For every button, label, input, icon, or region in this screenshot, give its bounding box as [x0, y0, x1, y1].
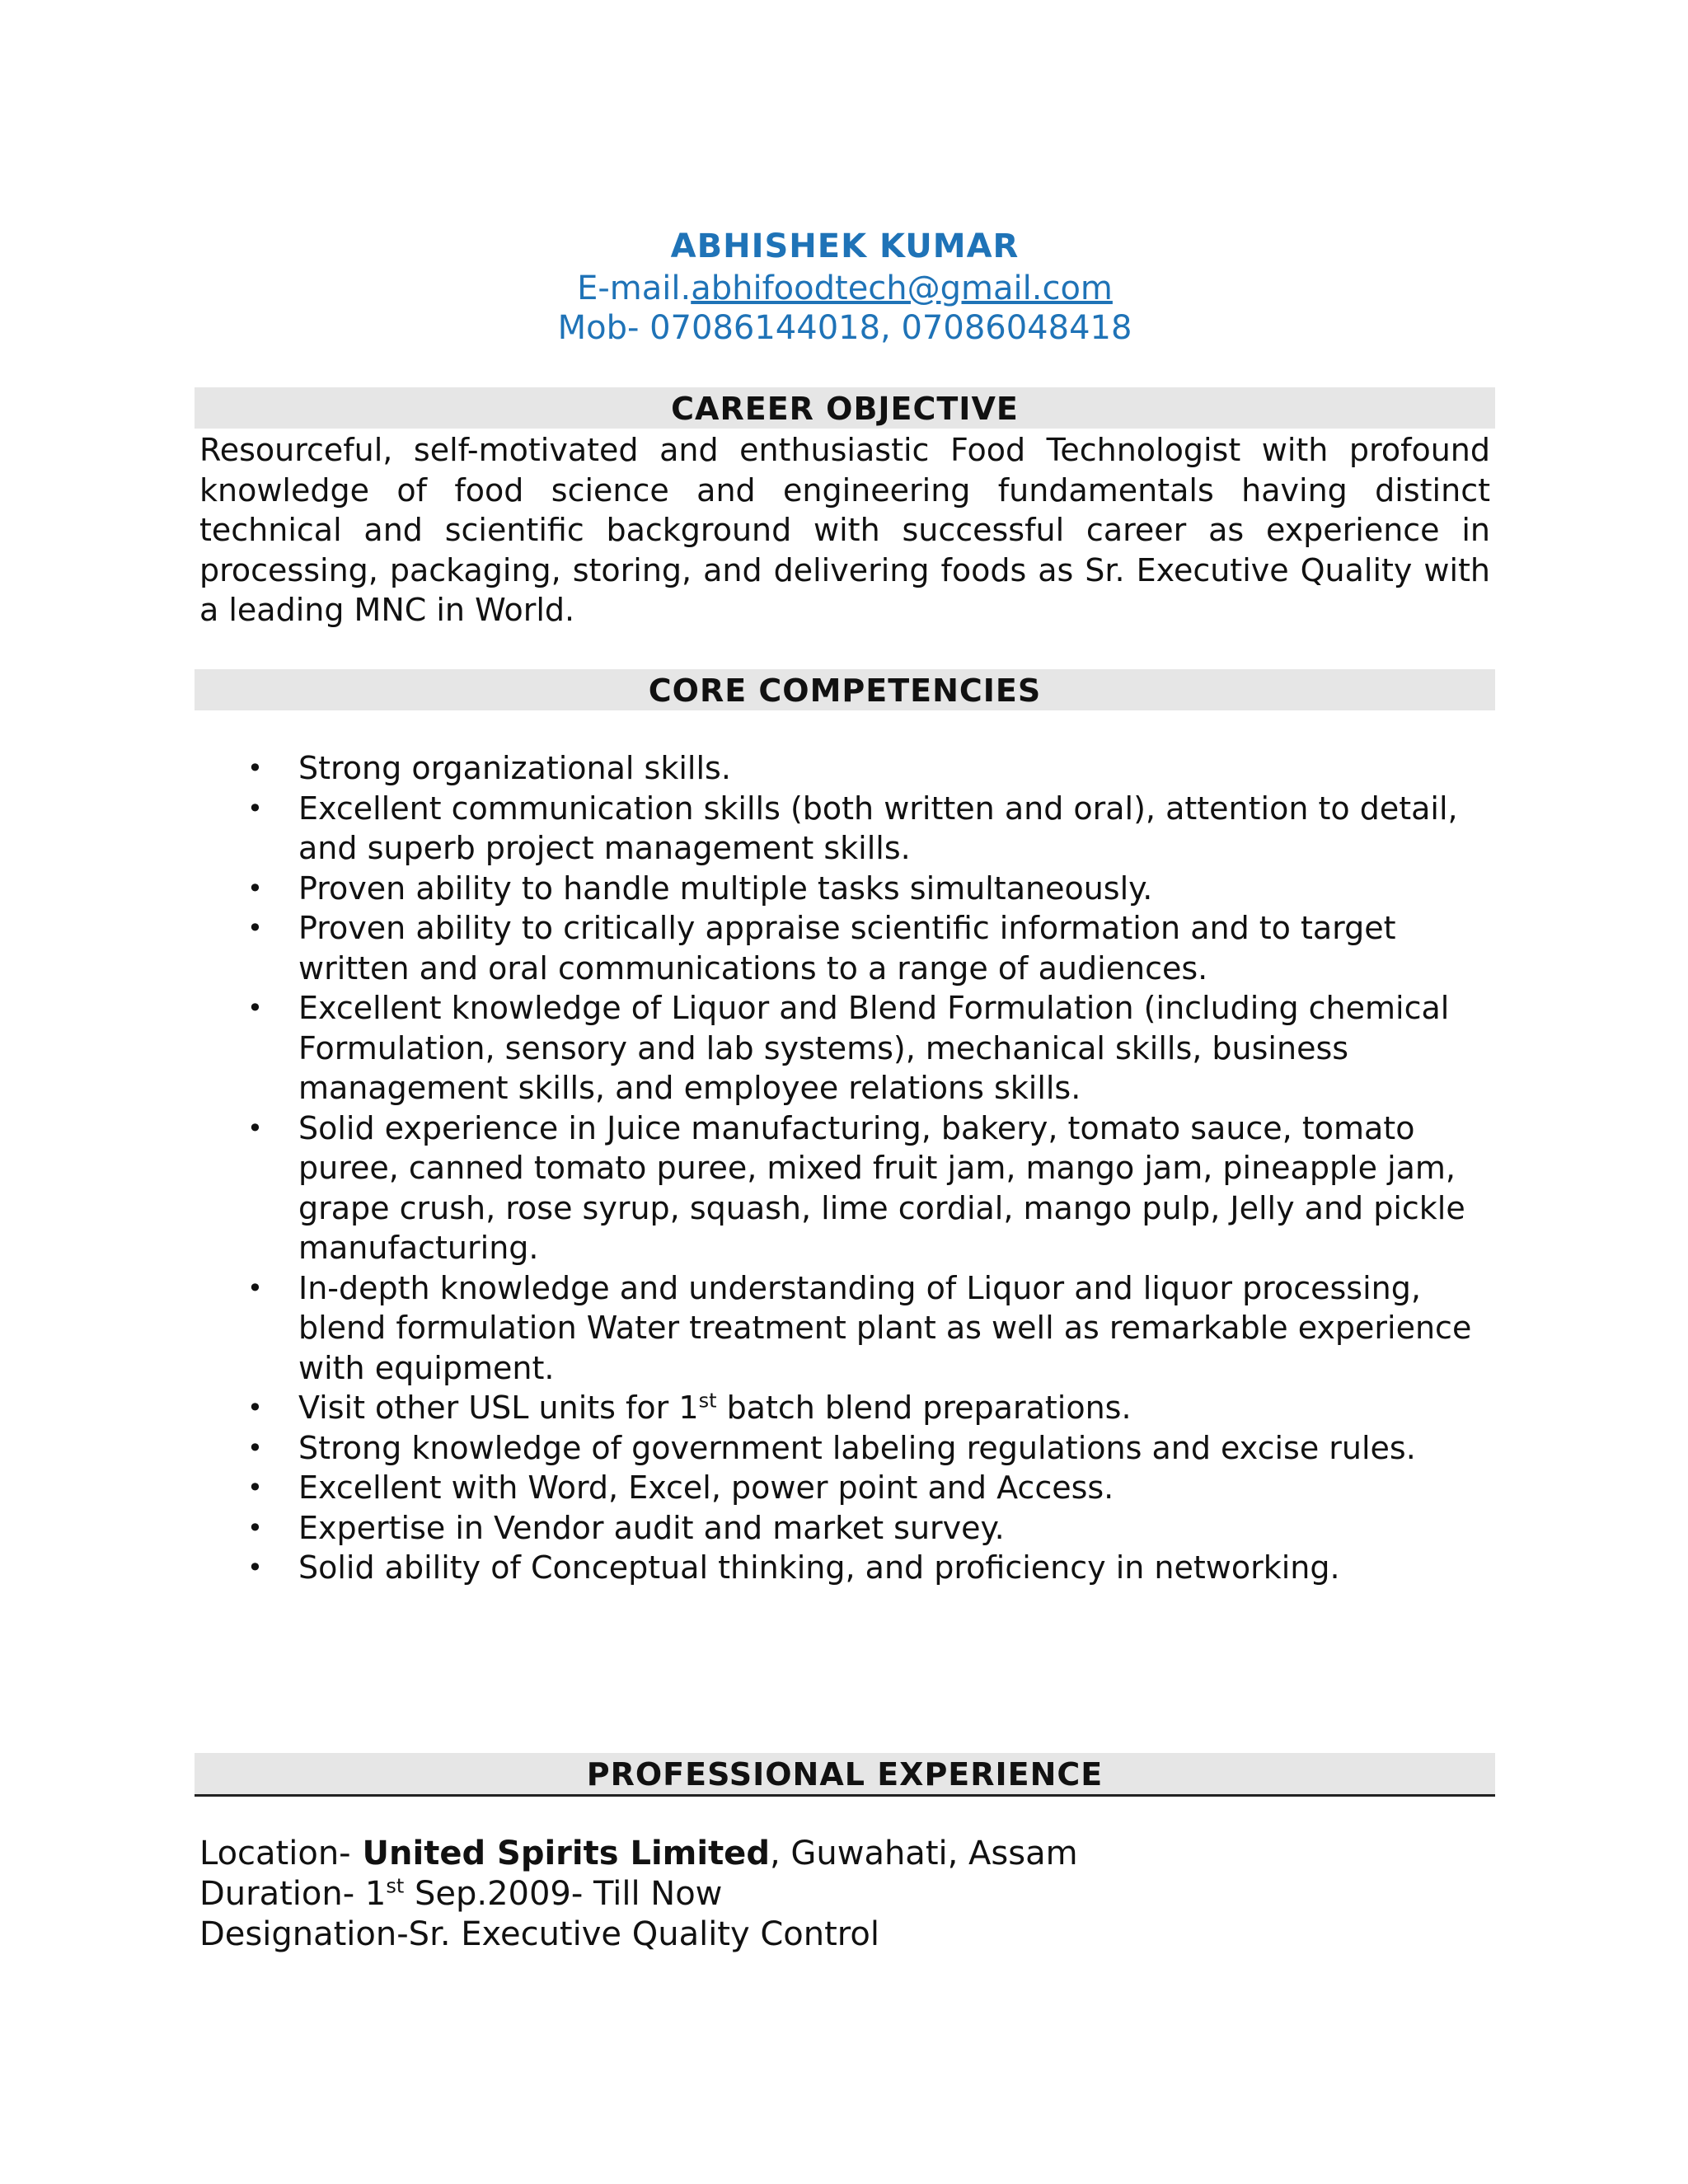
experience-designation: Designation-Sr. Executive Quality Control	[199, 1915, 879, 1953]
career-objective-text: Resourceful, self-motivated and enthusiastic Food Technologist with profound knowledge of food science and engineering fundamentals having distinct technical and scientific background with successful career as experience in processing, packaging, storing, and delivering foods as Sr. Executive Quality with a leading MNC in World.	[199, 432, 1490, 628]
list-item: • Visit other USL units for 1st batch blend preparations.	[195, 1388, 1495, 1428]
list-item: • Expertise in Vendor audit and market survey.	[195, 1508, 1495, 1549]
bullet-icon: •	[247, 1472, 263, 1503]
bullet-icon: •	[247, 992, 263, 1024]
list-item: • Solid experience in Juice manufacturing, bakery, tomato sauce, tomato puree, canned tomato puree, mixed fruit jam, mango jam, pineapple jam, grape crush, rose syrup, squash, lime cordial, mango pulp, Jelly and pickle manufacturing.	[247, 1109, 1465, 1266]
bullet-icon: •	[247, 872, 263, 904]
list-item: • Proven ability to critically appraise scientific information and to target written and oral communications to a range of audiences.	[247, 910, 1396, 987]
bullet-icon: •	[247, 1112, 263, 1144]
bullet-icon: •	[247, 1511, 263, 1544]
experience-location: Location- United Spirits Limited, Guwahati, Assam	[199, 1835, 1078, 1872]
experience-block	[199, 1834, 1490, 1955]
career-objective-heading: CAREER OBJECTIVE	[195, 387, 1495, 429]
bullet-icon: •	[247, 1392, 263, 1423]
list-item: • Strong organizational skills.	[195, 748, 1495, 789]
company-name: United Spirits Limited	[350, 1835, 770, 1872]
resume-page	[195, 0, 1495, 2184]
bullet-icon: •	[247, 752, 263, 784]
email-link[interactable]: abhifoodtech@gmail.com	[691, 269, 1113, 307]
resume-header	[195, 224, 1495, 348]
bullet-icon: •	[247, 1432, 263, 1464]
list-item: • Excellent communication skills (both written and oral), attention to detail, and superb project management skills.	[247, 790, 1458, 866]
email-label: E-mail.	[577, 269, 692, 307]
professional-experience-heading: PROFESSIONAL EXPERIENCE	[195, 1753, 1495, 1797]
email-line	[195, 269, 1495, 308]
bullet-icon: •	[247, 1552, 263, 1583]
competencies-list	[195, 748, 1495, 1588]
list-item: • Excellent with Word, Excel, power point and Access.	[195, 1468, 1495, 1508]
mobile-line: Mob- 07086144018, 07086048418	[557, 309, 1132, 347]
core-competencies-heading: CORE COMPETENCIES	[195, 669, 1495, 710]
candidate-name: ABHISHEK KUMAR	[670, 227, 1020, 265]
list-item: • Strong knowledge of government labeling regulations and excise rules.	[195, 1428, 1495, 1469]
bullet-icon: •	[247, 912, 263, 944]
list-item: • Proven ability to handle multiple tasks simultaneously.	[195, 869, 1495, 909]
bullet-icon: •	[247, 792, 263, 824]
list-item: • Excellent knowledge of Liquor and Blend Formulation (including chemical Formulation, sensory and lab systems), mechanical skills, business management skills, and employee relations skills.	[247, 990, 1450, 1106]
list-item: • Solid ability of Conceptual thinking, and proficiency in networking.	[195, 1548, 1495, 1588]
bullet-icon: •	[247, 1272, 263, 1304]
experience-duration: Duration- 1st Sep.2009- Till Now	[199, 1874, 723, 1913]
list-item: • In-depth knowledge and understanding of Liquor and liquor processing, blend formulation Water treatment plant as well as remarkable experience with equipment.	[247, 1269, 1472, 1386]
